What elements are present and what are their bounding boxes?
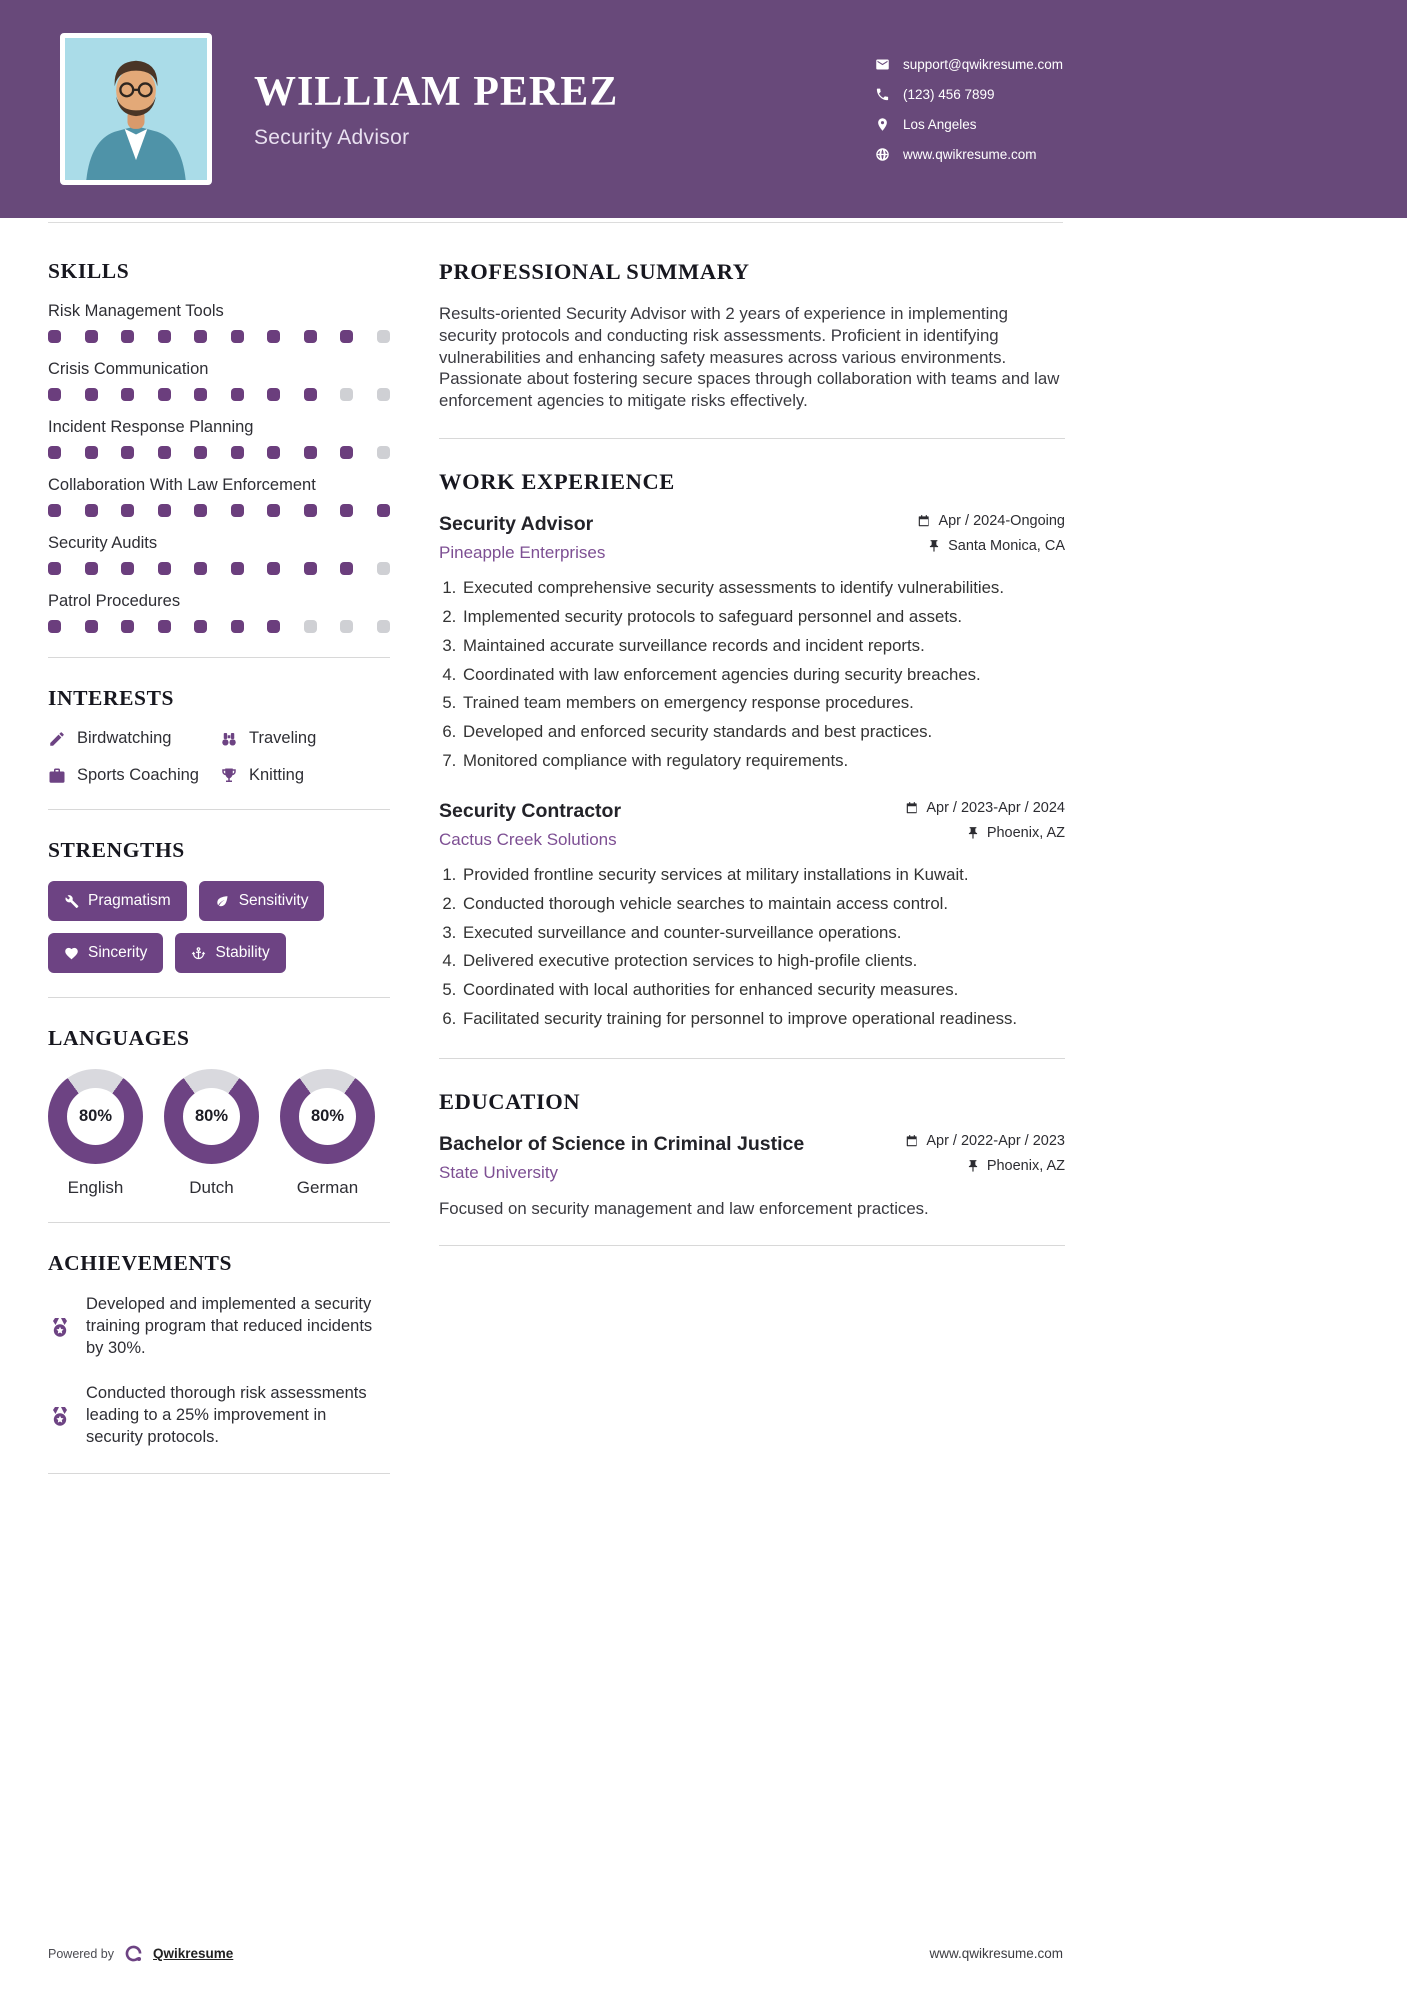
rating-dot: [158, 446, 171, 459]
job-location: [927, 538, 1065, 554]
rating-dot: [231, 562, 244, 575]
avatar-illustration: [65, 38, 207, 180]
rating-dot: [267, 330, 280, 343]
skill-item: [48, 302, 390, 343]
interest-item: [220, 729, 390, 748]
medal-icon: [48, 1385, 72, 1448]
rating-dot: [304, 562, 317, 575]
languages-list: [48, 1069, 390, 1198]
job-bullet: 2. Conducted thorough vehicle searches to maintain access control.: [461, 893, 1065, 915]
job-title: Security Contractor: [439, 799, 622, 822]
job-header-right: [917, 513, 1065, 554]
achievement-item: [48, 1383, 390, 1448]
strength-label: Sincerity: [88, 944, 148, 961]
interest-label: Knitting: [249, 766, 305, 784]
rating-dot: [231, 388, 244, 401]
trophy-icon: [220, 767, 238, 785]
skills-list: [48, 302, 390, 633]
rating-dot: [194, 562, 207, 575]
strength-chip: [48, 881, 187, 921]
rating-dot: [377, 620, 390, 633]
profile-photo: [60, 33, 212, 185]
education-date-text: Apr / 2022-Apr / 2023: [926, 1132, 1065, 1149]
skill-label: Risk Management Tools: [48, 302, 224, 320]
skill-rating: [48, 504, 390, 517]
rating-dot: [304, 446, 317, 459]
rating-dot: [194, 388, 207, 401]
rating-dot: [377, 446, 390, 459]
rating-dot: [48, 562, 61, 575]
job-header-right: [905, 800, 1065, 841]
powered-by: [48, 1943, 233, 1964]
skill-rating: [48, 562, 390, 575]
skill-label: Crisis Communication: [48, 360, 209, 378]
contact-item: [875, 87, 1063, 102]
rating-dot: [377, 330, 390, 343]
job-bullet: 3. Executed surveillance and counter-surveillance operations.: [461, 922, 1065, 944]
contact-list: [875, 57, 1063, 162]
rating-dot: [85, 388, 98, 401]
language-donut: [48, 1069, 143, 1164]
job-bullet: 1. Executed comprehensive security assessments to identify vulnerabilities.: [461, 577, 1065, 599]
rating-dot: [340, 620, 353, 633]
language-label: English: [67, 1178, 124, 1197]
rating-dot: [121, 504, 134, 517]
language-donut: [164, 1069, 259, 1164]
section-divider: [48, 1473, 390, 1474]
education-date: [905, 1133, 1065, 1149]
job-entry: [439, 800, 1065, 1030]
rating-dot: [267, 562, 280, 575]
job-bullet: 7. Monitored compliance with regulatory requirements.: [461, 750, 1065, 772]
job-title: Security Advisor: [439, 513, 594, 536]
interest-item: [48, 766, 220, 785]
summary-heading: PROFESSIONAL SUMMARY: [439, 259, 750, 284]
calendar-icon: [917, 514, 931, 528]
rating-dot: [85, 562, 98, 575]
skill-label: Security Audits: [48, 534, 158, 552]
rating-dot: [194, 504, 207, 517]
education-header-left: [439, 1133, 804, 1183]
rating-dot: [304, 388, 317, 401]
briefcase-icon: [48, 767, 66, 785]
powered-by-label: Powered by: [48, 1946, 115, 1961]
rating-dot: [85, 620, 98, 633]
skills-section: [48, 259, 390, 633]
job-bullet: 5. Trained team members on emergency response procedures.: [461, 692, 1065, 714]
rating-dot: [121, 330, 134, 343]
calendar-icon: [905, 1134, 919, 1148]
rating-dot: [231, 620, 244, 633]
language-percent: 80%: [183, 1088, 240, 1145]
job-date: [905, 800, 1065, 816]
interests-section: [48, 686, 390, 785]
section-divider: [439, 1245, 1065, 1246]
interest-label: Sports Coaching: [77, 766, 199, 784]
binoculars-icon: [220, 730, 238, 748]
job-bullets: [439, 864, 1065, 1030]
education-heading: EDUCATION: [439, 1088, 581, 1114]
rating-dot: [194, 620, 207, 633]
left-column: [48, 259, 390, 1502]
job-header-left: [439, 800, 621, 850]
anchor-icon: [191, 946, 206, 961]
rating-dot: [85, 330, 98, 343]
qwikresume-brand-link[interactable]: Qwikresume: [153, 1946, 234, 1961]
language-item: [48, 1069, 143, 1198]
rating-dot: [121, 562, 134, 575]
contact-text: (123) 456 7899: [902, 86, 995, 102]
job-date-text: Apr / 2023-Apr / 2024: [926, 799, 1065, 816]
achievement-item: [48, 1294, 390, 1359]
rating-dot: [267, 620, 280, 633]
rating-dot: [377, 562, 390, 575]
strength-chip: [175, 933, 285, 973]
education-note: Focused on security management and law enforcement practices.: [439, 1198, 929, 1218]
wrench-icon: [64, 894, 79, 909]
skill-rating: [48, 388, 390, 401]
job-location-text: Phoenix, AZ: [986, 824, 1065, 841]
experience-section: [439, 469, 1065, 1030]
summary-text: Results-oriented Security Advisor with 2 years of experience in implementing security protocols and conducting risk assessments. Proficient in identifying vulnerabilities and enhancing safety measures across various environments. Passionate about fostering secure spaces through collaboration with teams and law enforcement agencies to mitigate risks effectively.: [439, 304, 1060, 411]
language-percent: 80%: [299, 1088, 356, 1145]
rating-dot: [48, 446, 61, 459]
strength-label: Pragmatism: [88, 892, 171, 909]
medal-icon: [48, 1296, 72, 1359]
section-divider: [48, 1222, 390, 1223]
skill-rating: [48, 446, 390, 459]
section-divider: [48, 809, 390, 810]
identity-block: [254, 68, 618, 150]
skill-rating: [48, 330, 390, 343]
rating-dot: [158, 388, 171, 401]
rating-dot: [48, 330, 61, 343]
rating-dot: [194, 330, 207, 343]
globe-icon: [875, 147, 890, 162]
education-location-text: Phoenix, AZ: [986, 1157, 1065, 1174]
summary-section: [439, 259, 1065, 412]
rating-dot: [267, 446, 280, 459]
education-location: [966, 1158, 1065, 1174]
pin-icon: [875, 117, 890, 132]
footer: [48, 1943, 1063, 1964]
pencil-icon: [48, 730, 66, 748]
interest-item: [220, 766, 390, 785]
leaf-icon: [215, 894, 230, 909]
rating-dot: [48, 504, 61, 517]
skill-label: Incident Response Planning: [48, 418, 254, 436]
language-donut: [280, 1069, 375, 1164]
rating-dot: [377, 504, 390, 517]
job-header: [439, 513, 1065, 563]
skill-item: [48, 476, 390, 517]
right-column: [439, 259, 1065, 1276]
rating-dot: [377, 388, 390, 401]
strength-chip: [199, 881, 325, 921]
rating-dot: [121, 388, 134, 401]
rating-dot: [340, 330, 353, 343]
job-bullet: 3. Maintained accurate surveillance records and incident reports.: [461, 635, 1065, 657]
candidate-title: Security Advisor: [254, 126, 410, 149]
section-divider: [48, 657, 390, 658]
job-bullet: 6. Facilitated security training for personnel to improve operational readiness.: [461, 1008, 1065, 1030]
rating-dot: [48, 388, 61, 401]
interest-item: [48, 729, 220, 748]
phone-icon: [875, 87, 890, 102]
job-bullet: 4. Coordinated with law enforcement agencies during security breaches.: [461, 664, 1065, 686]
job-company: Cactus Creek Solutions: [439, 829, 617, 849]
content: [0, 223, 1407, 1943]
education-header: [439, 1133, 1065, 1183]
rating-dot: [267, 504, 280, 517]
language-label: German: [296, 1178, 359, 1197]
rating-dot: [231, 330, 244, 343]
rating-dot: [267, 388, 280, 401]
rating-dot: [158, 504, 171, 517]
interests-heading: INTERESTS: [48, 686, 175, 710]
language-item: [164, 1069, 259, 1198]
section-divider: [48, 997, 390, 998]
rating-dot: [231, 504, 244, 517]
languages-heading: LANGUAGES: [48, 1026, 190, 1050]
rating-dot: [340, 388, 353, 401]
school-name: State University: [439, 1162, 559, 1182]
strengths-list: [48, 881, 348, 973]
pushpin-icon: [927, 539, 941, 553]
skill-rating: [48, 620, 390, 633]
footer-site-link[interactable]: www.qwikresume.com: [929, 1946, 1063, 1961]
experience-heading: WORK EXPERIENCE: [439, 469, 675, 495]
interests-list: [48, 729, 390, 785]
education-section: [439, 1089, 1065, 1219]
education-header-right: [905, 1133, 1065, 1174]
strength-label: Stability: [215, 944, 270, 961]
languages-section: [48, 1026, 390, 1198]
strength-chip: [48, 933, 163, 973]
rating-dot: [158, 330, 171, 343]
job-bullet: 5. Coordinated with local authorities for enhanced security measures.: [461, 979, 1065, 1001]
candidate-name: WILLIAM PEREZ: [254, 69, 619, 115]
job-header: [439, 800, 1065, 850]
contact-item: [875, 147, 1063, 162]
skill-item: [48, 592, 390, 633]
header-banner: [0, 0, 1407, 218]
skill-label: Collaboration With Law Enforcement: [48, 476, 316, 494]
qwikresume-logo-icon: [123, 1943, 144, 1964]
rating-dot: [48, 620, 61, 633]
calendar-icon: [905, 801, 919, 815]
language-item: [280, 1069, 375, 1198]
job-bullet: 1. Provided frontline security services at military installations in Kuwait.: [461, 864, 1065, 886]
job-bullet: 6. Developed and enforced security standards and best practices.: [461, 721, 1065, 743]
rating-dot: [158, 562, 171, 575]
skill-item: [48, 360, 390, 401]
rating-dot: [121, 446, 134, 459]
jobs-list: [439, 513, 1065, 1030]
heart-icon: [64, 946, 79, 961]
job-date: [917, 513, 1065, 529]
pushpin-icon: [966, 826, 980, 840]
job-bullet: 4. Delivered executive protection services to high-profile clients.: [461, 950, 1065, 972]
strength-label: Sensitivity: [238, 892, 309, 909]
language-label: Dutch: [189, 1178, 234, 1197]
contact-text: support@qwikresume.com: [902, 56, 1063, 72]
skill-item: [48, 418, 390, 459]
rating-dot: [304, 620, 317, 633]
rating-dot: [85, 446, 98, 459]
contact-item: [875, 117, 1063, 132]
rating-dot: [231, 446, 244, 459]
strengths-section: [48, 838, 390, 973]
rating-dot: [121, 620, 134, 633]
contact-text: www.qwikresume.com: [902, 146, 1037, 162]
achievement-text: Developed and implemented a security training program that reduced incidents by 30%.: [86, 1295, 373, 1357]
section-divider: [439, 1058, 1065, 1059]
rating-dot: [304, 330, 317, 343]
job-location-text: Santa Monica, CA: [948, 538, 1065, 555]
skill-label: Patrol Procedures: [48, 592, 181, 610]
job-header-left: [439, 513, 605, 563]
rating-dot: [85, 504, 98, 517]
rating-dot: [304, 504, 317, 517]
achievements-section: [48, 1251, 390, 1449]
job-entry: [439, 513, 1065, 772]
job-bullets: [439, 577, 1065, 772]
achievements-heading: ACHIEVEMENTS: [48, 1251, 233, 1275]
skills-heading: SKILLS: [48, 259, 130, 283]
pushpin-icon: [966, 1159, 980, 1173]
job-company: Pineapple Enterprises: [439, 543, 606, 563]
contact-item: [875, 57, 1063, 72]
skill-item: [48, 534, 390, 575]
strengths-heading: STRENGTHS: [48, 838, 185, 862]
section-divider: [439, 438, 1065, 439]
job-date-text: Apr / 2024-Ongoing: [938, 513, 1065, 530]
job-bullet: 2. Implemented security protocols to safeguard personnel and assets.: [461, 606, 1065, 628]
rating-dot: [158, 620, 171, 633]
email-icon: [875, 57, 890, 72]
achievements-list: [48, 1294, 390, 1449]
job-location: [966, 825, 1065, 841]
contact-text: Los Angeles: [902, 116, 977, 132]
interest-label: Traveling: [249, 729, 317, 747]
degree-title: Bachelor of Science in Criminal Justice: [439, 1132, 805, 1155]
rating-dot: [340, 562, 353, 575]
interest-label: Birdwatching: [77, 729, 172, 747]
achievement-text: Conducted thorough risk assessments leading to a 25% improvement in security protocols.: [86, 1384, 367, 1446]
rating-dot: [194, 446, 207, 459]
rating-dot: [340, 504, 353, 517]
language-percent: 80%: [67, 1088, 124, 1145]
rating-dot: [340, 446, 353, 459]
